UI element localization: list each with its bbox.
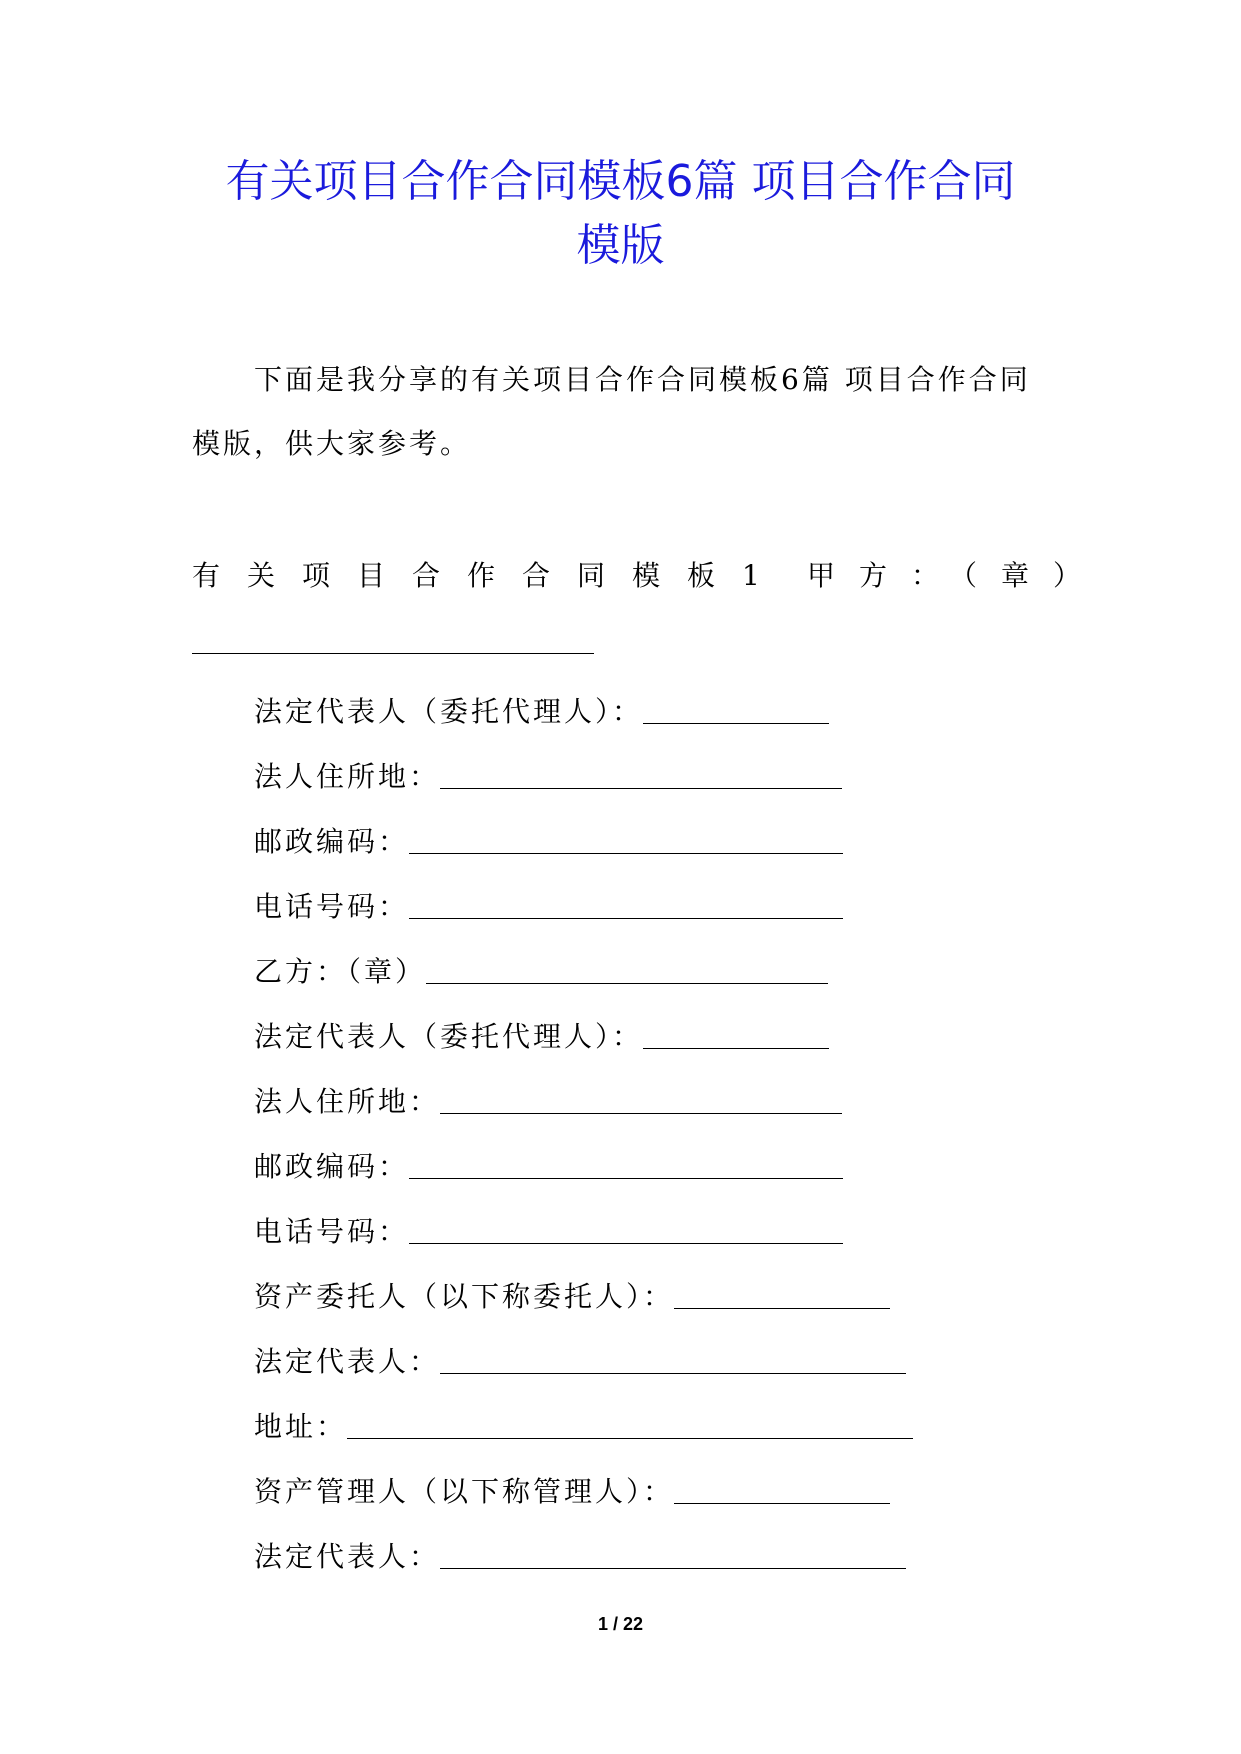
field-row [254, 1537, 906, 1577]
field-row [254, 692, 829, 732]
fill-in-blank [409, 918, 843, 919]
field-label: 资产管理人（以下称管理人）： [254, 1475, 675, 1508]
fill-in-blank [440, 1568, 906, 1569]
fill-in-blank [426, 983, 828, 984]
intro-paragraph-line-2: 模版，供大家参考。 [192, 427, 472, 460]
field-row [254, 1407, 913, 1447]
fill-in-blank [643, 723, 829, 724]
field-row [254, 1212, 843, 1252]
document-title-line-1: 有关项目合作合同模板6篇 项目合作合同 [225, 156, 1016, 207]
field-row [254, 1472, 890, 1512]
party-a-signature-line [192, 653, 594, 654]
section-heading: 有关项目合作合同模板1 [192, 559, 787, 592]
field-label: 法人住所地： [254, 1085, 441, 1118]
fill-in-blank [674, 1503, 890, 1504]
fill-in-blank [674, 1308, 890, 1309]
field-row [254, 1342, 906, 1382]
party-a-label: 甲方：（章） [807, 559, 1106, 592]
field-label: 法定代表人： [254, 1540, 441, 1573]
field-label: 法定代表人（委托代理人）： [254, 695, 644, 728]
fill-in-blank [409, 1243, 843, 1244]
field-label: 电话号码： [254, 890, 410, 923]
fill-in-blank [440, 1113, 842, 1114]
fill-in-blank [409, 1178, 843, 1179]
fill-in-blank [440, 1373, 906, 1374]
field-label: 法人住所地： [254, 760, 441, 793]
fill-in-blank [347, 1438, 913, 1439]
field-label: 法定代表人： [254, 1345, 441, 1378]
fill-in-blank [409, 853, 843, 854]
field-row [254, 1017, 829, 1057]
field-label: 邮政编码： [254, 825, 410, 858]
field-row [254, 952, 828, 992]
field-row [254, 887, 843, 927]
field-label: 乙方：（章） [254, 955, 427, 988]
field-label: 法定代表人（委托代理人）： [254, 1020, 644, 1053]
field-label: 电话号码： [254, 1215, 410, 1248]
field-row [254, 822, 843, 862]
intro-paragraph-line-1: 下面是我分享的有关项目合作合同模板6篇 项目合作合同 [254, 363, 1031, 396]
document-title-line-2: 模版 [576, 220, 665, 271]
fill-in-blank [643, 1048, 829, 1049]
field-row [254, 1082, 842, 1122]
field-row [254, 757, 842, 797]
section-heading-row [192, 556, 1106, 596]
field-label: 邮政编码： [254, 1150, 410, 1183]
field-row [254, 1277, 890, 1317]
page-number: 1 / 22 [597, 1614, 644, 1634]
field-label: 资产委托人（以下称委托人）： [254, 1280, 675, 1313]
field-row [254, 1147, 843, 1187]
field-label: 地址： [254, 1410, 348, 1443]
fill-in-blank [440, 788, 842, 789]
